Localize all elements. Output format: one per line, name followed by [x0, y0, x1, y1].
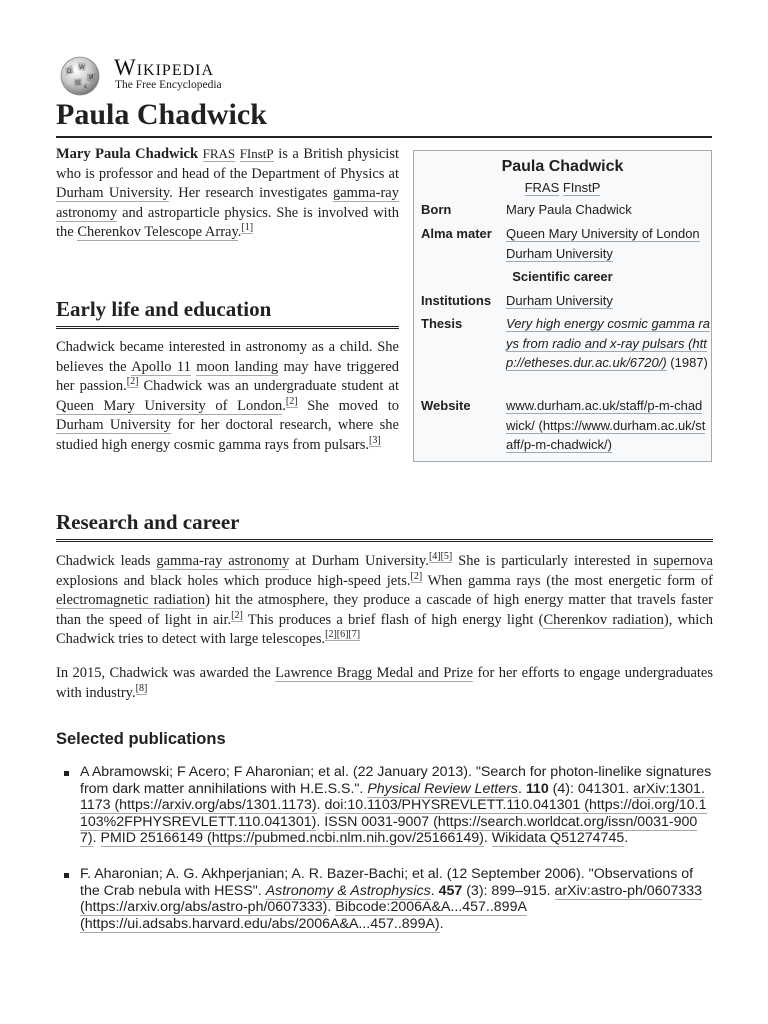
- subject-name: Mary Paula Chadwick: [56, 146, 199, 162]
- research-paragraph-2: [56, 664, 713, 703]
- globe-letter: И: [89, 74, 94, 81]
- body-text: In 2015, Chadwick was awarded the: [56, 665, 276, 681]
- finstp-link[interactable]: FInstP: [562, 180, 601, 195]
- citation-text: .: [439, 915, 444, 932]
- issn-link[interactable]: ISSN 0031-9007 (https://search.worldcat.org/issn/0031-9007): [80, 813, 698, 846]
- lead-text: is a British physicist who is professor and head of the Department of Physics at: [56, 146, 400, 182]
- durham-university-link[interactable]: Durham University: [56, 417, 172, 433]
- body-text: ) hit the atmosphere, they produce a cascade of high energy matter that travels faster than the speed of light in air.: [56, 592, 713, 628]
- lead-text: .: [237, 224, 242, 240]
- citation-ref[interactable]: [2]: [231, 609, 243, 621]
- queen-mary-link[interactable]: Queen Mary University of London: [506, 226, 700, 241]
- arxiv-link[interactable]: arXiv:1301.1173 (https://arxiv.org/abs/1301.1173): [80, 780, 705, 813]
- citation-text: .: [316, 797, 325, 813]
- lawrence-bragg-medal-link[interactable]: Lawrence Bragg Medal and Prize: [275, 665, 474, 681]
- cherenkov-telescope-array-link[interactable]: Cherenkov Telescope Array: [77, 224, 238, 240]
- globe-letter: W: [79, 64, 85, 71]
- gamma-ray-astronomy-link[interactable]: gamma-ray astronomy: [156, 553, 290, 569]
- wikipedia-tagline: The Free Encyclopedia: [115, 79, 222, 91]
- body-text: Chadwick was an undergraduate student at: [138, 378, 400, 394]
- arxiv-link[interactable]: arXiv:astro-ph/0607333 (https://arxiv.org/abs/astro-ph/0607333): [80, 882, 703, 915]
- thesis-link[interactable]: Very high energy cosmic gamma rays from radio and x-ray pulsars (http://etheses.dur.ac.uk/6720/): [506, 316, 710, 370]
- journal-link[interactable]: Physical Review Letters: [367, 780, 518, 797]
- durham-university-link[interactable]: Durham University: [506, 245, 613, 261]
- citation-ref[interactable]: [4][5]: [428, 551, 453, 563]
- citation-ref[interactable]: [8]: [135, 682, 148, 694]
- citation-ref[interactable]: [2]: [126, 376, 139, 388]
- body-text: Chadwick became interested in astronomy as a child. She believes the: [56, 339, 399, 375]
- body-text: When gamma rays (the most energetic form of: [422, 572, 713, 589]
- infobox-section-header: Scientific career: [512, 269, 613, 284]
- moon-landing-link[interactable]: moon landing: [196, 358, 279, 375]
- doi-link[interactable]: doi:10.1103/PHYSREVLETT.110.041301 (https://doi.org/10.1103%2FPHYSREVLETT.110.041301): [80, 797, 707, 830]
- infobox-value: [506, 224, 711, 263]
- citation-text: .: [483, 830, 492, 846]
- citation-ref[interactable]: [2]: [285, 395, 298, 407]
- citation-text: (3): 899–915.: [462, 882, 555, 899]
- citation-text: .: [92, 830, 101, 846]
- wikidata-link[interactable]: Wikidata Q51274745: [491, 830, 625, 846]
- infobox-label: Thesis: [421, 316, 463, 331]
- volume: 110: [525, 780, 549, 797]
- supernova-link[interactable]: supernova: [653, 553, 713, 569]
- body-text: at Durham University.: [289, 553, 429, 569]
- apollo-11-link[interactable]: Apollo 11: [131, 358, 191, 375]
- wikipedia-globe-icon: [56, 54, 104, 96]
- gamma-ray-astronomy-link[interactable]: gamma-ray astronomy: [56, 185, 399, 221]
- lead-paragraph: [56, 144, 399, 243]
- citation-text: .: [517, 780, 526, 797]
- durham-university-link[interactable]: Durham University: [506, 293, 613, 308]
- citation-ref[interactable]: [1]: [241, 222, 254, 234]
- globe-letter: 維: [75, 80, 82, 87]
- infobox-title: Paula Chadwick: [501, 158, 624, 175]
- citation-text: .: [327, 899, 336, 915]
- citation-text: F. Aharonian; A. G. Akhperjanian; A. R. Bazer-Bachi; et al. (12 September 2006). "Observations of the Crab nebula with HESS".: [80, 866, 694, 899]
- journal-link[interactable]: Astronomy & Astrophysics: [265, 882, 431, 899]
- cherenkov-radiation-link[interactable]: Cherenkov radiation: [543, 611, 664, 628]
- globe-letter: ε: [84, 83, 88, 90]
- research-paragraph-1: [56, 552, 713, 650]
- bibcode-link[interactable]: Bibcode:2006A&A...457..899A (https://ui.adsabs.harvard.edu/abs/2006A&A...457..899A): [80, 899, 527, 932]
- section-heading-publications: Selected publications: [56, 730, 226, 748]
- body-text: Chadwick leads: [56, 553, 157, 569]
- body-text: .: [282, 397, 286, 414]
- electromagnetic-radiation-link[interactable]: electromagnetic radiation: [56, 592, 206, 608]
- infobox-value: [506, 291, 711, 311]
- citation-ref[interactable]: [2]: [410, 570, 423, 582]
- infobox: [413, 150, 712, 462]
- volume: 457: [438, 882, 463, 899]
- list-item: [60, 866, 712, 932]
- infobox-value: Mary Paula Chadwick: [506, 202, 632, 217]
- body-text: She moved to: [297, 397, 399, 414]
- infobox-label: Institutions: [421, 293, 492, 308]
- citation-text: .: [624, 830, 629, 846]
- durham-university-link[interactable]: Durham University: [56, 185, 170, 201]
- infobox-label: Born: [421, 202, 452, 217]
- citation-ref[interactable]: [3]: [369, 434, 381, 446]
- body-text: for her efforts to engage undergraduates with industry.: [56, 665, 714, 701]
- body-text: explosions and black holes which produce high-speed jets.: [56, 572, 411, 589]
- infobox-postnominals: [414, 178, 711, 198]
- citation-text: A Abramowski; F Acero; F Aharonian; et al. (22 January 2013). "Search for photon-linelike signatures from dark matter annihilations with H.E.S.S.".: [80, 764, 712, 797]
- infobox-label: Website: [421, 398, 471, 413]
- fras-link[interactable]: FRAS: [524, 180, 560, 195]
- website-link[interactable]: www.durham.ac.uk/staff/p-m-chadwick/ (https://www.durham.ac.uk/staff/p-m-chadwick/): [506, 398, 706, 452]
- pmid-link[interactable]: PMID 25166149 (https://pubmed.ncbi.nlm.nih.gov/25166149): [100, 830, 484, 846]
- lead-text: . Her research investigates: [169, 185, 333, 201]
- body-text: may have triggered her passion.: [56, 358, 399, 394]
- page-title: Paula Chadwick: [56, 96, 712, 138]
- body-text: She is particularly interested in: [452, 553, 654, 569]
- section-heading-early-life: Early life and education: [56, 296, 399, 329]
- infobox-value: [506, 396, 711, 455]
- thesis-year: (1987): [666, 355, 708, 370]
- infobox-label: Alma mater: [421, 226, 492, 241]
- section-heading-research: Research and career: [56, 509, 713, 542]
- wikipedia-wordmark: Wikipedia: [114, 55, 215, 80]
- citation-text: (4): 041301.: [548, 780, 634, 797]
- citation-text: .: [430, 882, 439, 899]
- early-life-paragraph: [56, 338, 399, 455]
- body-text: for her doctoral research, where she studied high energy cosmic gamma rays from pulsars.: [56, 417, 399, 453]
- queen-mary-link[interactable]: Queen Mary University of London: [56, 397, 283, 414]
- finstp-link[interactable]: FInstP: [239, 146, 274, 161]
- publications-list: [60, 764, 712, 932]
- citation-text: .: [316, 813, 325, 830]
- citation-ref[interactable]: [2][6][7]: [325, 629, 361, 641]
- lead-text: and astroparticle physics. She is involved with the: [56, 204, 399, 240]
- body-text: ), which Chadwick tries to detect with large telescopes.: [56, 611, 713, 647]
- body-text: This produces a brief flash of high energy light (: [242, 611, 544, 628]
- infobox-value: [506, 314, 711, 373]
- globe-letter: Ω: [67, 68, 72, 75]
- list-item: [60, 764, 712, 866]
- fras-link[interactable]: FRAS: [202, 146, 236, 161]
